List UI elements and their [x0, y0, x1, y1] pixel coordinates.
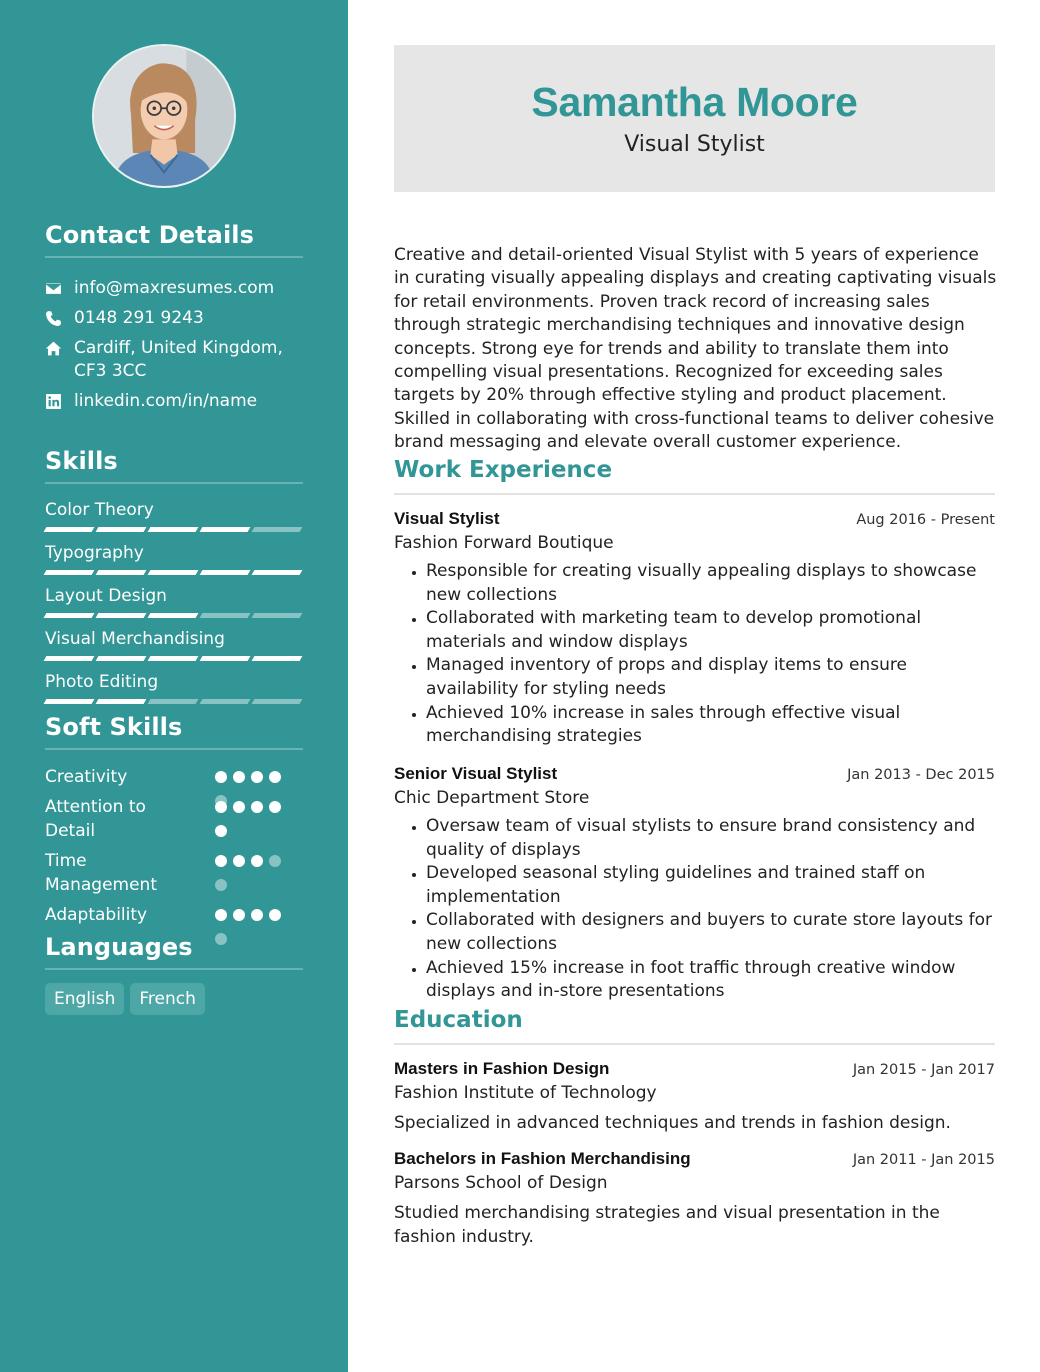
rating-dot: [233, 801, 245, 813]
rating-dot: [233, 855, 245, 867]
skill-name: Photo Editing: [45, 672, 159, 692]
skill-name: Typography: [45, 543, 144, 563]
education-entry: [394, 1057, 995, 1135]
job-bullet: • Collaborated with designers and buyers to curate store layouts for new collections: [426, 909, 995, 956]
skill-item: [45, 628, 303, 661]
rating-dot: [269, 771, 281, 783]
skill-level-segment: [252, 699, 303, 704]
rating-dot: [233, 909, 245, 921]
soft-skill-name: Attention to Detail: [45, 797, 146, 841]
skill-level-bar: [45, 570, 303, 575]
skill-name: Visual Merchandising: [45, 629, 225, 649]
contact-linkedin-text: linkedin.com/in/name: [74, 391, 258, 411]
skill-level-segment: [200, 656, 251, 661]
soft-skill-name: Creativity: [45, 767, 128, 787]
skill-item: [45, 585, 303, 618]
education-dates: Jan 2015 - Jan 2017: [852, 1062, 995, 1078]
candidate-title: Visual Stylist: [624, 132, 765, 157]
skill-level-segment: [252, 656, 303, 661]
job-company: Fashion Forward Boutique: [394, 533, 614, 553]
contact-phone-text: 0148 291 9243: [74, 308, 204, 328]
phone-icon: [45, 307, 74, 330]
skill-name: Layout Design: [45, 586, 167, 606]
candidate-name: Samantha Moore: [531, 79, 858, 125]
rating-dot: [215, 801, 227, 813]
language-chip: English: [45, 983, 124, 1015]
skill-level-segment: [96, 613, 147, 618]
skill-item: [45, 671, 303, 704]
job-bullet: • Achieved 10% increase in sales through effective visual merchandising strategies: [426, 702, 995, 749]
soft-skill-rating: [215, 855, 295, 891]
education-degree: Bachelors in Fashion Merchandising: [394, 1149, 691, 1168]
sidebar: [0, 0, 348, 1372]
skill-item: [45, 499, 303, 532]
job-entry: [394, 507, 995, 749]
skill-level-segment: [148, 613, 199, 618]
skill-level-segment: [200, 570, 251, 575]
contact-linkedin[interactable]: [45, 390, 294, 413]
skill-level-segment: [148, 699, 199, 704]
education-school: Parsons School of Design: [394, 1173, 608, 1193]
rating-dot: [215, 879, 227, 891]
job-bullet: • Responsible for creating visually appealing displays to showcase new collections: [426, 560, 995, 607]
skill-item: [45, 542, 303, 575]
skill-name: Color Theory: [45, 500, 154, 520]
skill-level-bar: [45, 527, 303, 532]
job-bullet: • Managed inventory of props and display items to ensure availability for styling needs: [426, 654, 995, 701]
skill-level-segment: [44, 699, 95, 704]
envelope-icon: [45, 277, 74, 300]
contact-phone[interactable]: [45, 307, 294, 330]
job-company: Chic Department Store: [394, 788, 590, 808]
profile-summary: Creative and detail-oriented Visual Stylist with 5 years of experience in curating visually appealing displays and creating captivating visuals for retail environments. Proven track record of increasing sales through strategic merchandising techniques and innovative design concepts. Strong eye for trends and ability to translate them into compelling visual presentations. Recognized for exceeding sales targets by 20% through effective styling and product placement. Skilled in collaborating with cross-functional teams to deliver cohesive brand messaging and elevate overall customer experience.: [394, 245, 997, 453]
skill-level-segment: [200, 699, 251, 704]
job-role: Visual Stylist: [394, 509, 500, 528]
skill-level-segment: [96, 570, 147, 575]
skill-level-segment: [200, 527, 251, 532]
education-dates: Jan 2011 - Jan 2015: [852, 1152, 995, 1168]
rating-dot: [233, 771, 245, 783]
skill-level-segment: [148, 656, 199, 661]
education-description: Studied merchandising strategies and visual presentation in the fashion industry.: [394, 1203, 940, 1247]
soft-skill-name: Adaptability: [45, 905, 148, 925]
skill-level-segment: [252, 527, 303, 532]
soft-skill-name: Time Management: [45, 851, 157, 895]
work-experience-heading: Work Experience: [394, 455, 995, 495]
skill-level-segment: [148, 570, 199, 575]
rating-dot: [215, 855, 227, 867]
rating-dot: [269, 855, 281, 867]
linkedin-icon: [45, 390, 74, 413]
resume-header: [394, 45, 995, 192]
job-bullets: [394, 560, 995, 749]
home-icon: [45, 337, 74, 360]
contact-email-text: info@maxresumes.com: [74, 278, 275, 298]
education-degree: Masters in Fashion Design: [394, 1059, 610, 1078]
skill-level-segment: [96, 527, 147, 532]
rating-dot: [215, 909, 227, 921]
contact-heading: Contact Details: [45, 220, 303, 258]
education-entry: [394, 1147, 995, 1249]
job-bullets: [394, 815, 995, 1004]
job-bullet: • Achieved 15% increase in foot traffic through creative window displays and in-store presentations: [426, 957, 995, 1004]
education-school: Fashion Institute of Technology: [394, 1083, 657, 1103]
job-dates: Aug 2016 - Present: [856, 512, 995, 528]
soft-skill-rating: [215, 801, 295, 837]
rating-dot: [269, 801, 281, 813]
skill-level-segment: [44, 613, 95, 618]
education-heading: Education: [394, 1005, 995, 1045]
rating-dot: [251, 855, 263, 867]
profile-photo: [92, 44, 236, 188]
skills-heading: Skills: [45, 446, 303, 484]
skill-level-segment: [44, 570, 95, 575]
rating-dot: [269, 909, 281, 921]
languages-heading: Languages: [45, 932, 303, 970]
languages-list: [45, 983, 205, 1015]
job-role: Senior Visual Stylist: [394, 764, 558, 783]
rating-dot: [251, 801, 263, 813]
soft-skills-heading: Soft Skills: [45, 712, 303, 750]
job-dates: Jan 2013 - Dec 2015: [847, 767, 995, 783]
rating-dot: [251, 771, 263, 783]
language-chip: French: [130, 983, 205, 1015]
skill-level-segment: [96, 656, 147, 661]
skill-level-segment: [148, 527, 199, 532]
skill-level-segment: [252, 570, 303, 575]
rating-dot: [251, 909, 263, 921]
skill-level-segment: [44, 527, 95, 532]
contact-email[interactable]: [45, 277, 294, 300]
contact-address: [45, 337, 294, 383]
education-description: Specialized in advanced techniques and trends in fashion design.: [394, 1113, 951, 1133]
skill-level-segment: [44, 656, 95, 661]
skill-level-bar: [45, 656, 303, 661]
job-bullet: • Developed seasonal styling guidelines and trained staff on implementation: [426, 862, 995, 909]
job-bullet: • Oversaw team of visual stylists to ensure brand consistency and quality of displays: [426, 815, 995, 862]
skill-level-segment: [200, 613, 251, 618]
skill-level-bar: [45, 613, 303, 618]
rating-dot: [215, 825, 227, 837]
job-bullet: • Collaborated with marketing team to develop promotional materials and window displays: [426, 607, 995, 654]
skill-level-segment: [96, 699, 147, 704]
job-entry: [394, 762, 995, 1004]
profile-photo-illustration: [94, 46, 234, 186]
skill-level-bar: [45, 699, 303, 704]
contact-address-text: Cardiff, United Kingdom, CF3 3CC: [74, 338, 283, 381]
skill-level-segment: [252, 613, 303, 618]
rating-dot: [215, 771, 227, 783]
